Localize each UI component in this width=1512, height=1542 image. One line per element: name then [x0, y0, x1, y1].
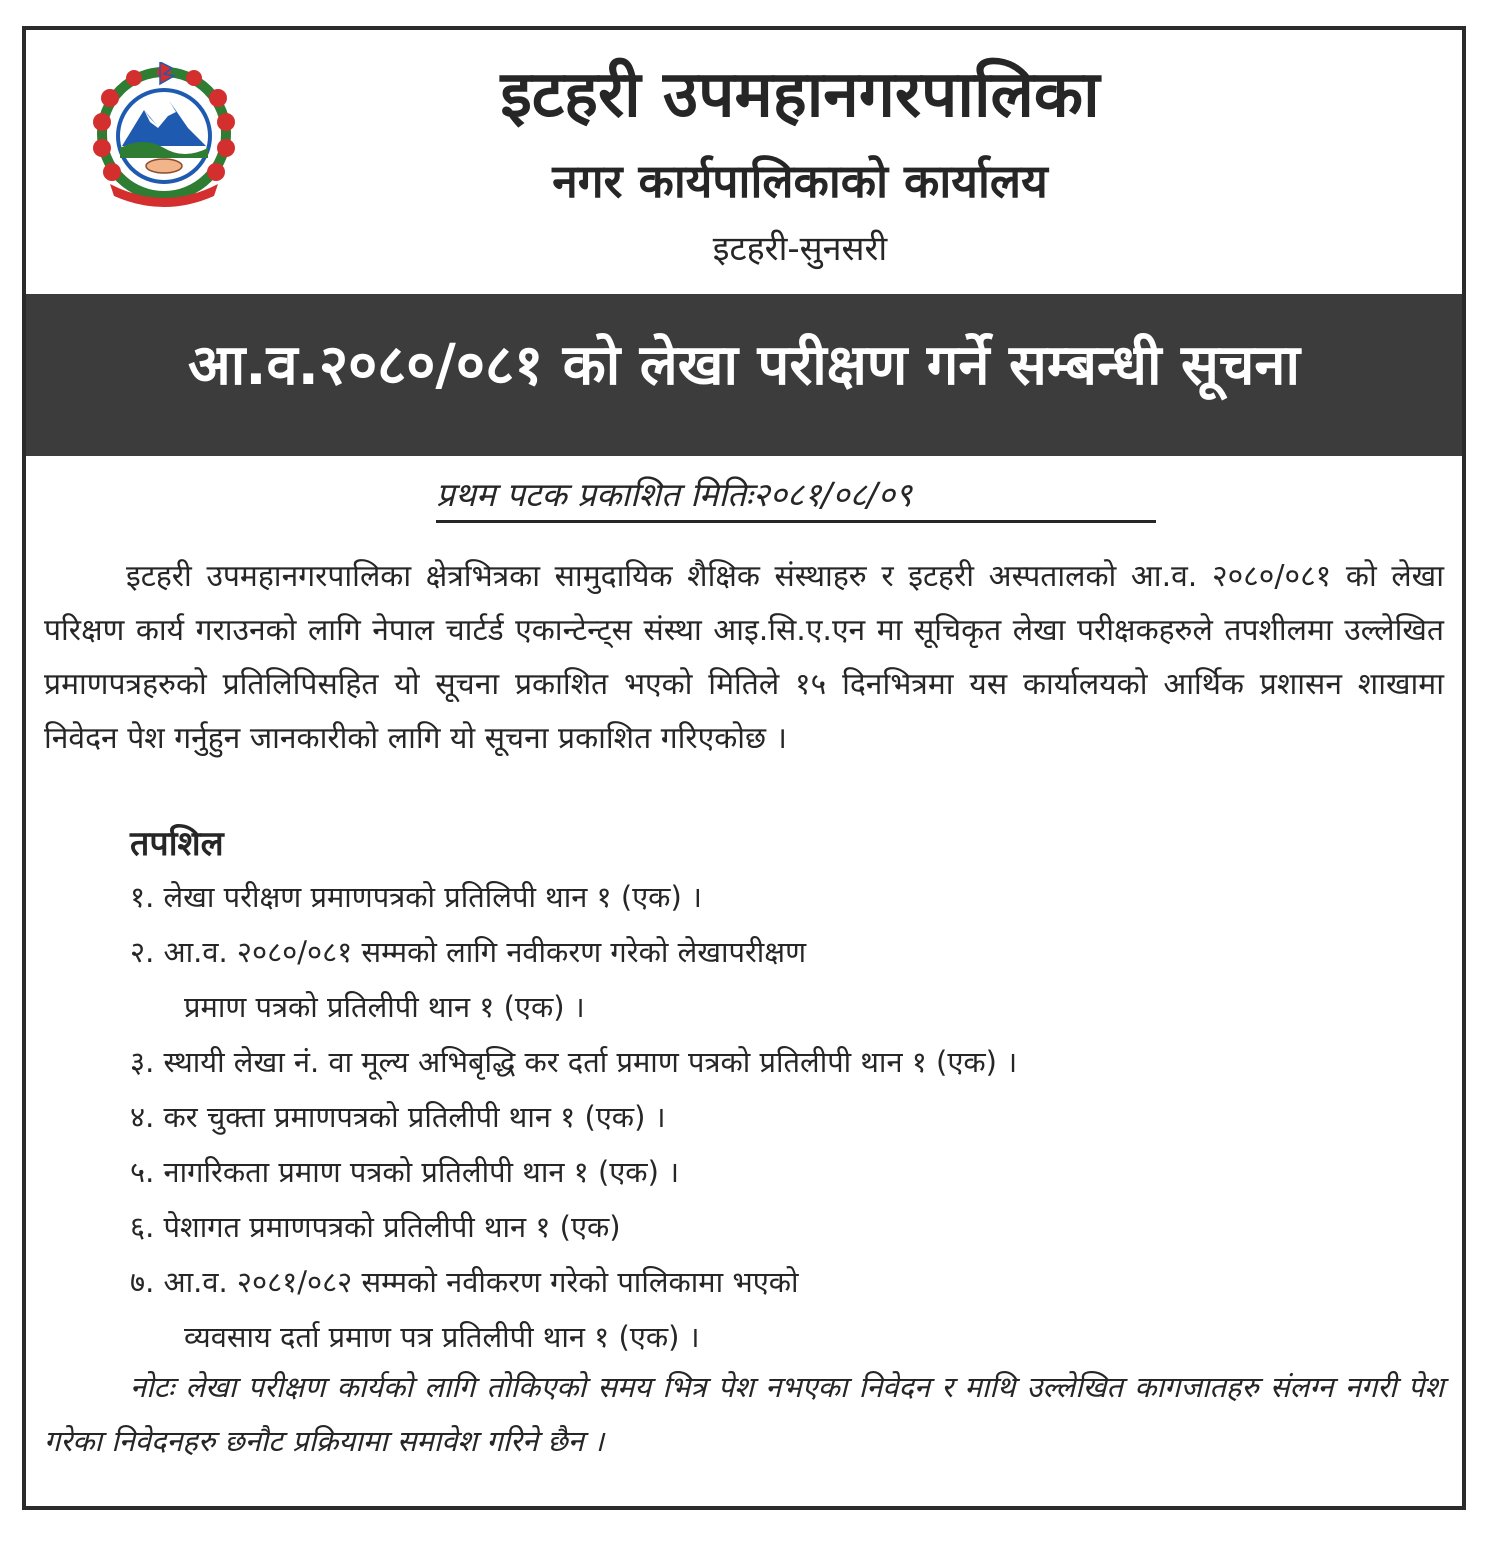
list-item-text: ७. आ.व. २०८१/०८२ सम्मको नवीकरण गरेको पालिकामा भएको — [130, 1265, 799, 1299]
list-item-text: ५. नागरिकता प्रमाण पत्रको प्रतिलीपी थान १ (एक) । — [130, 1155, 680, 1189]
list-item — [130, 870, 1430, 925]
notice-note: नोटः लेखा परीक्षण कार्यको लागि तोकिएको समय भित्र पेश नभएका निवेदन र माथि उल्लेखित कागजातहरु संलग्न नगरी पेश गरेका निवेदनहरु छनौट प्रक्रियामा समावेश गरिने छैन । — [44, 1370, 1444, 1458]
notice-title: आ.व.२०८०/०८१ को लेखा परीक्षण गर्ने सम्बन्धी सूचना — [188, 333, 1300, 398]
office-location: इटहरी-सुनसरी — [712, 229, 888, 269]
list-item-text: ३. स्थायी लेखा नं. वा मूल्य अभिबृद्धि कर दर्ता प्रमाण पत्रको प्रतिलीपी थान १ (एक) । — [130, 1045, 1018, 1079]
publication-date: प्रथम पटक प्रकाशित मितिः२०८१/०८/०९ — [436, 472, 1156, 523]
list-item-text: १. लेखा परीक्षण प्रमाणपत्रको प्रतिलिपी थान १ (एक) । — [130, 880, 702, 914]
list-item-continuation: व्यवसाय दर्ता प्रमाण पत्र प्रतिलीपी थान १ (एक) । — [184, 1320, 700, 1354]
list-item-continuation: प्रमाण पत्रको प्रतिलीपी थान १ (एक) । — [184, 990, 585, 1024]
list-item-text: ४. कर चुक्ता प्रमाणपत्रको प्रतिलीपी थान १ (एक) । — [130, 1100, 666, 1134]
nepal-government-emblem-icon — [84, 62, 244, 208]
list-item — [130, 1200, 1430, 1255]
list-item — [130, 1090, 1430, 1145]
list-item-text: २. आ.व. २०८०/०८१ सम्मको लागि नवीकरण गरेको लेखापरीक्षण — [130, 935, 807, 969]
requirements-list — [130, 870, 1430, 1365]
list-item — [130, 925, 1430, 1035]
notice-body: इटहरी उपमहानगरपालिका क्षेत्रभित्रका सामुदायिक शैक्षिक संस्थाहरु र इटहरी अस्पतालको आ.व. २०८०/०८१ को लेखा परिक्षण कार्य गराउनको लागि नेपाल चार्टर्ड एकान्टेन्ट्स संस्था आइ.सि.ए.एन मा सूचिकृत लेखा परीक्षकहरुले तपशीलमा उल्लेखित प्रमाणपत्रहरुको प्रतिलिपिसहित यो सूचना प्रकाशित भएको मितिले १५ दिनभित्रमा यस कार्यालयको आर्थिक प्रशासन शाखामा निवेदन पेश गर्नुहुन जानकारीको लागि यो सूचना प्रकाशित गरिएकोछ । — [44, 559, 1444, 756]
list-item — [130, 1035, 1430, 1090]
title-band — [26, 294, 1462, 456]
municipality-name: इटहरी उपमहानगरपालिका — [500, 58, 1100, 132]
list-item — [130, 1145, 1430, 1200]
office-name: नगर कार्यपालिकाको कार्यालय — [552, 154, 1048, 208]
details-heading: तपशिल — [130, 824, 224, 864]
list-item — [130, 1255, 1430, 1365]
list-item-text: ६. पेशागत प्रमाणपत्रको प्रतिलीपी थान १ (एक) — [130, 1210, 621, 1244]
